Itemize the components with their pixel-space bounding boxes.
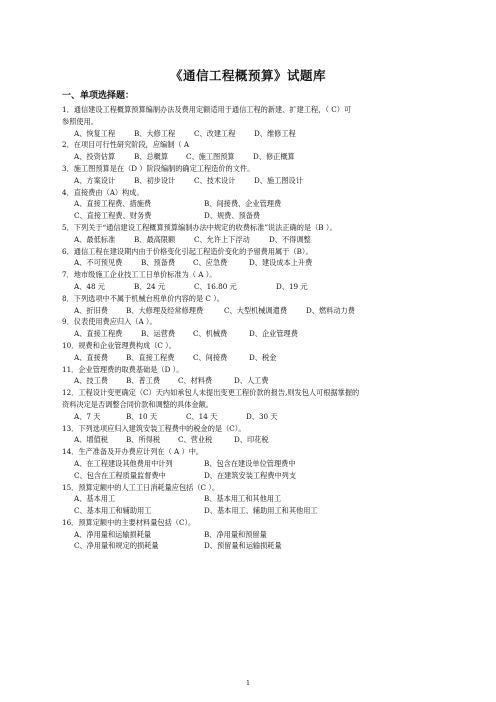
option-choice: B、10 天 <box>126 411 158 421</box>
option-line <box>62 352 438 364</box>
option-line <box>62 175 438 187</box>
question-line: 4．直接费由（A）构成。 <box>62 187 144 197</box>
option-choice: C、材料费 <box>178 376 213 386</box>
option-choice: C、技术设计 <box>194 175 236 185</box>
option-choice: A、最低标准 <box>74 234 116 244</box>
option-choice: C、14 天 <box>186 411 218 421</box>
option-line <box>62 411 438 423</box>
option-choice: C、包含在工程质量监督费中 <box>74 470 166 480</box>
option-choice: B、直接工程费 <box>126 352 175 362</box>
option-choice: B、最高限额 <box>134 234 176 244</box>
question-line: 6．通信工程在建设期内由于价格变化引起工程造价变化的予留费用属于（B）。 <box>62 246 313 256</box>
option-choice: B、所得税 <box>126 435 161 445</box>
option-choice: D、燃料动力费 <box>306 305 355 315</box>
option-choice: D、印花税 <box>234 435 269 445</box>
option-line <box>62 328 438 340</box>
option-line <box>62 470 438 482</box>
option-line <box>62 505 438 517</box>
question-line: 12．工程设计变更确定（C）天内如承包人未提出变更工程价款的报告,则发包人可根据掌握的 <box>62 388 360 398</box>
option-choice: D、不得调整 <box>269 234 311 244</box>
option-choice: D、人工费 <box>234 376 269 386</box>
option-choice: B、基本用工和其他用工 <box>204 494 282 504</box>
document-title: 《通信工程概预算》试题库 <box>169 68 326 83</box>
option-choice: D、在建筑安装工程费中列支 <box>204 470 297 480</box>
question-line: 1．通信建设工程概算预算编制办法及费用定额适用于通信工程的新建、扩建工程，（ C）可 <box>62 105 352 114</box>
option-choice: C、大型机械调遣费 <box>224 305 288 315</box>
option-choice: D、30 天 <box>246 411 278 421</box>
option-choice: C、净用量和规定的损耗量 <box>74 541 159 551</box>
option-line <box>62 529 438 541</box>
option-line <box>62 210 438 222</box>
option-choice: A、7 天 <box>74 411 101 421</box>
option-choice: C、直接工程费、财务费 <box>74 211 152 221</box>
option-choice: A、48 元 <box>74 281 105 291</box>
option-line <box>62 458 438 470</box>
option-choice: A、投资估算 <box>74 152 116 162</box>
question-line: 3．施工图预算是在（D ）阶段编制的确定工程造价的文件。 <box>62 163 255 173</box>
question-line: 15．预算定额中的人工工日消耗量应包括（C ）。 <box>62 482 220 492</box>
option-choice: A、直接工程费 <box>74 329 123 339</box>
option-choice: B、总概算 <box>134 152 169 162</box>
option-line <box>62 198 438 210</box>
question-line: 资料决定是否调整合同价款和调整的具体金额。 <box>62 399 213 409</box>
option-choice: D、修正概算 <box>253 152 295 162</box>
option-choice: D、维修工程 <box>254 128 296 138</box>
option-line <box>62 234 438 246</box>
option-choice: C、间接费 <box>193 352 228 362</box>
option-line <box>62 128 438 140</box>
option-choice: A、折旧费 <box>74 305 108 315</box>
option-choice: D、建设成本上升费 <box>249 258 313 268</box>
option-choice: C、16.80 元 <box>194 281 237 291</box>
question-line: 14．生产准备及开办费应计列在（ A ）中。 <box>62 447 204 457</box>
option-choice: A、恢复工程 <box>74 128 116 138</box>
option-choice: B、普工费 <box>126 376 161 386</box>
question-line: 9．仪表使用费应归入（A ）。 <box>62 317 157 327</box>
option-line <box>62 493 438 505</box>
option-choice: B、24 元 <box>134 281 166 291</box>
option-choice: B、运营费 <box>141 329 176 339</box>
option-choice: B、包含在建设单位管理费中 <box>204 458 296 468</box>
option-choice: C、机械费 <box>193 329 228 339</box>
option-line <box>62 151 438 163</box>
question-line: 5．下列关于“通信建设工程概算预算编制办法中规定的收费标准”说法正确的是（B ）。 <box>62 222 337 232</box>
option-choice: B、间接费、企业管理费 <box>204 199 282 209</box>
option-line <box>62 257 438 269</box>
question-line: 7．地市级施工企业技工工日单价标准为（ A ）。 <box>62 270 217 280</box>
option-line <box>62 375 438 387</box>
option-choice: C、允许上下浮动 <box>194 234 250 244</box>
option-line <box>62 281 438 293</box>
option-choice: C、营业税 <box>178 435 213 445</box>
option-choice: C、改建工程 <box>194 128 236 138</box>
option-choice: D、规费、预备费 <box>204 211 261 221</box>
option-choice: D、19 元 <box>276 281 308 291</box>
option-choice: C、基本用工和辅助用工 <box>74 506 152 516</box>
option-choice: D、企业管理费 <box>249 329 298 339</box>
option-line <box>62 540 438 552</box>
option-choice: B、大修理及经常修理费 <box>126 305 204 315</box>
option-choice: A、直接工程费、措施费 <box>74 199 152 209</box>
option-line <box>62 305 438 317</box>
question-line: 16．预算定额中的主要材料量包括（C）。 <box>62 517 196 527</box>
option-choice: D、基本用工、辅助用工和其他用工 <box>204 506 318 516</box>
option-choice: A、方案设计 <box>74 175 116 185</box>
option-choice: A、技工费 <box>74 376 108 386</box>
option-choice: A、基本用工 <box>74 494 116 504</box>
option-choice: D、施工图设计 <box>254 175 303 185</box>
question-list <box>62 104 438 552</box>
option-choice: D、预留量和运输损耗量 <box>204 541 282 551</box>
option-choice: A、净用量和运输损耗量 <box>74 529 152 539</box>
option-choice: A、增值税 <box>74 435 108 445</box>
option-choice: B、大修工程 <box>134 128 176 138</box>
option-choice: B、预备费 <box>141 258 176 268</box>
page-number: 1 <box>246 680 250 687</box>
question-line: 10．规费和企业管理费构成（C ）。 <box>62 340 176 350</box>
option-choice: A、在工程建设其他费用中计列 <box>74 458 173 468</box>
section-heading: 一、单项选择题： <box>62 91 135 101</box>
option-choice: C、应急费 <box>193 258 228 268</box>
option-choice: C、施工图预算 <box>186 152 235 162</box>
option-choice: D、税金 <box>249 352 277 362</box>
question-line: 参照使用。 <box>62 116 98 126</box>
question-line: 11．企业管理费的取费基础是（D ）。 <box>62 364 184 374</box>
question-line: 2．在项目可行性研究阶段，应编制（ A <box>62 140 190 150</box>
option-choice: A、直接费 <box>74 352 108 362</box>
question-line: 13．下列选项应归入建筑安装工程费中的税金的是（C）。 <box>62 423 246 433</box>
option-line <box>62 434 438 446</box>
option-choice: B、净用量和预留量 <box>204 529 267 539</box>
question-line: 8．下列选项中不属于机械台班单价内容的是 C ）。 <box>62 293 224 303</box>
option-choice: B、初步设计 <box>134 175 176 185</box>
option-choice: A、不可预见费 <box>74 258 123 268</box>
